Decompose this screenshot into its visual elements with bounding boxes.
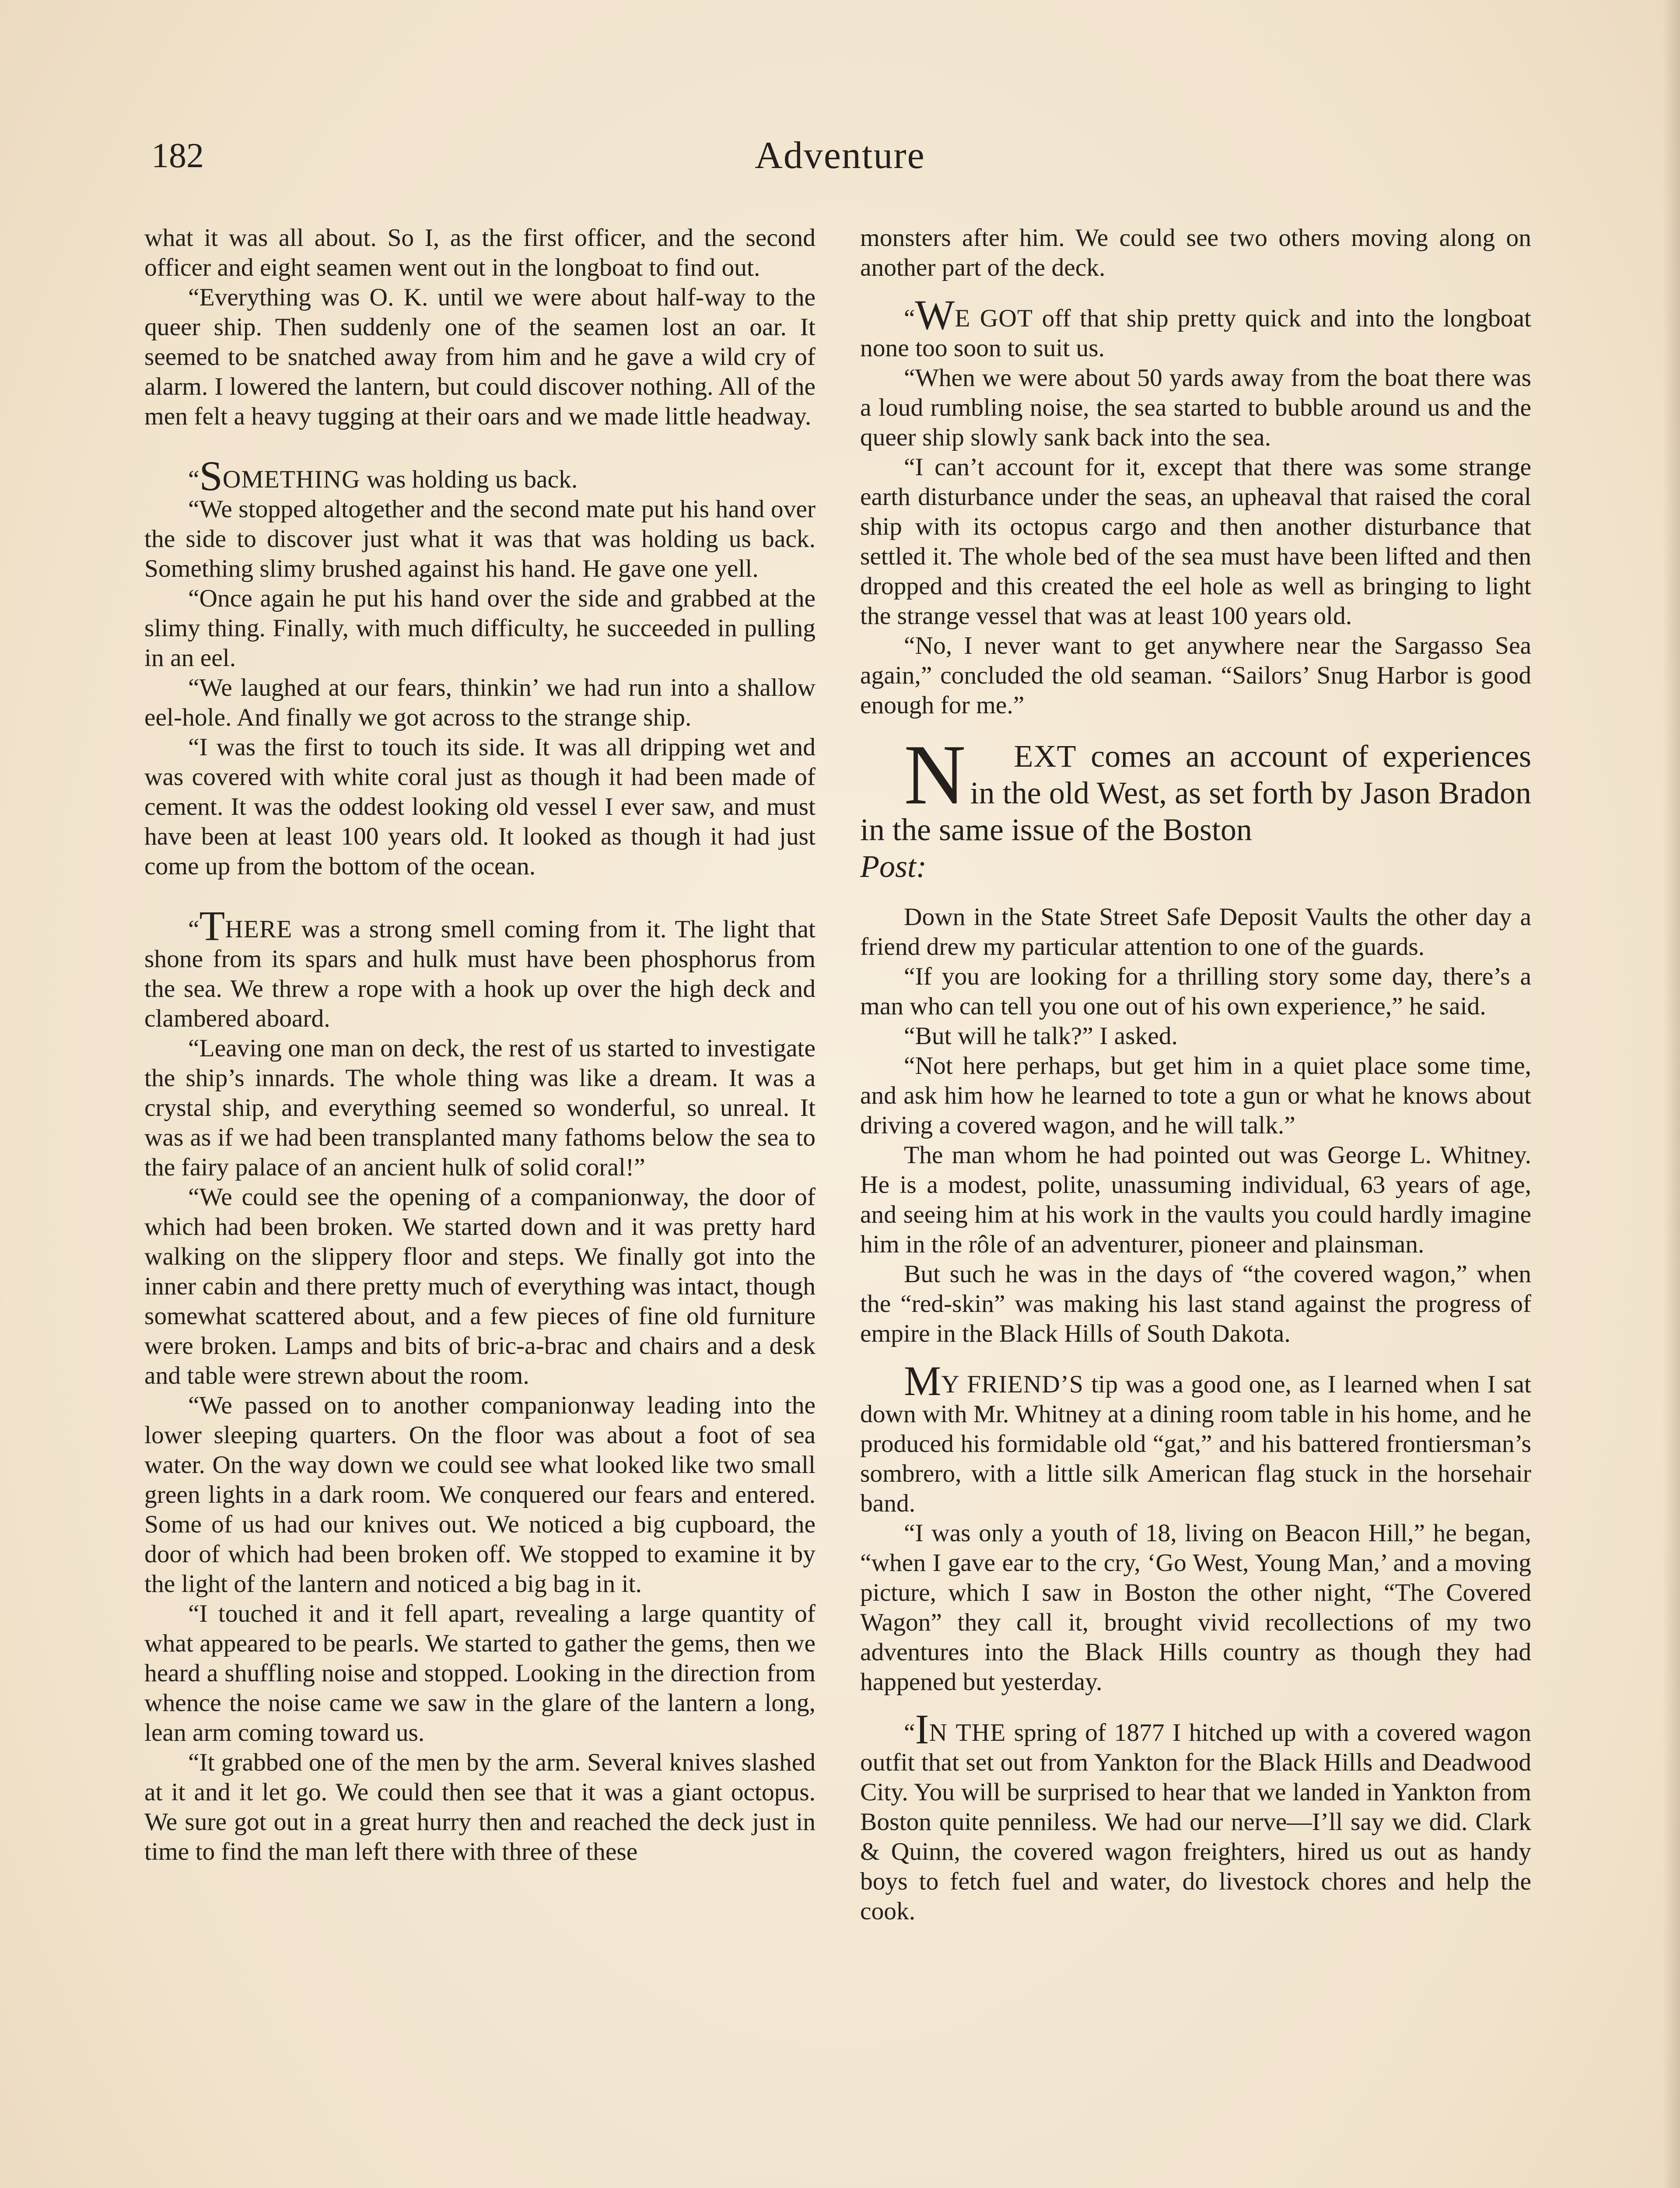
small-caps-lead: N THE bbox=[929, 1719, 1006, 1746]
page-edge-shadow bbox=[1662, 0, 1680, 2188]
paragraph: monsters after him. We could see two others moving along on another part of the deck. bbox=[860, 224, 1531, 281]
paragraph: “We could see the opening of a companionway, the door of which had been broken. We started down and it was pretty hard walking on the slippery floor and steps. We finally got into the inner cabin and there pretty much of everything was intact, though somewhat scattered about, and a few pieces of fine old furniture were broken. Lamps and bits of bric-a-brac and chairs and a desk and table were strewn about the room. bbox=[144, 1183, 816, 1389]
drop-cap: W bbox=[915, 291, 955, 338]
paragraph: “When we were about 50 yards away from the boat there was a loud rumbling noise, the sea started to bubble around us and the queer ship slowly sank back into the sea. bbox=[860, 364, 1531, 451]
paragraph: “But will he talk?” I asked. bbox=[904, 1022, 1178, 1050]
paragraph: The man whom he had pointed out was George L. Whitney. He is a modest, polite, unassuming individual, 63 years of age, and seeing him at his work in the vaults you could hardly imagine him in the rôle of an adventurer, pioneer and plainsman. bbox=[860, 1141, 1531, 1258]
small-caps-lead: EXT bbox=[1014, 739, 1077, 774]
opening-quote: “ bbox=[904, 305, 915, 332]
paragraph: “Everything was O. K. until we were about half-way to the queer ship. Then suddenly one of the seamen lost an oar. It seemed to be snatched away from him and he gave a wild cry of alarm. I lowered the lantern, but could discover nothing. All of the men felt a heavy tugging at their oars and we made little headway. bbox=[144, 284, 816, 430]
drop-cap: N bbox=[904, 727, 966, 822]
paragraph: “I was the first to touch its side. It was all dripping wet and was covered with white coral just as though it had been made of cement. It was the oddest looking old vessel I ever saw, and must have been at least 100 years old. It looked as though it had just come up from the bottom of the ocean. bbox=[144, 733, 816, 880]
right-column bbox=[860, 223, 1531, 2188]
small-caps-lead: HERE bbox=[225, 915, 293, 943]
paragraph: “Leaving one man on deck, the rest of us started to investigate the ship’s innards. The whole thing was like a dream. It was a crystal ship, and everything seemed so wonderful, so unreal. It was as if we had been transplanted many fathoms below the sea to the fairy palace of an ancient hulk of solid coral!” bbox=[144, 1034, 816, 1181]
paragraph: “We stopped altogether and the second mate put his hand over the side to discover just what it was that was holding us back. Something slimy brushed against his hand. He gave one yell. bbox=[144, 495, 816, 582]
section-break bbox=[144, 431, 816, 461]
drop-cap: S bbox=[199, 452, 223, 499]
opening-quote: “ bbox=[188, 915, 200, 943]
section-break bbox=[860, 1349, 1531, 1366]
drop-cap: M bbox=[904, 1357, 942, 1404]
section-opening bbox=[860, 1357, 1531, 1518]
opening-quote: “ bbox=[188, 466, 200, 493]
opening-quote: “ bbox=[904, 1719, 915, 1746]
paragraph: “Not here perhaps, but get him in a quiet place some time, and ask him how he learned to tote a gun or what he knows about driving a covered wagon, and he will talk.” bbox=[860, 1052, 1531, 1139]
section-break bbox=[860, 885, 1531, 902]
paragraph: “We laughed at our fears, thinkin’ we had run into a shallow eel-hole. And finally we got across to the strange ship. bbox=[144, 674, 816, 731]
section-text: was a strong smell coming from it. The light that shone from its spars and hulk must have been phosphorus from the sea. We threw a rope with a hook up over the high deck and clambered aboard. bbox=[144, 915, 816, 1032]
page-number: 182 bbox=[151, 137, 204, 175]
left-column bbox=[144, 223, 816, 2188]
drop-cap: I bbox=[915, 1706, 929, 1753]
section-opening bbox=[144, 452, 816, 499]
paragraph: “I was only a youth of 18, living on Beacon Hill,” he began, “when I gave ear to the cry, ‘Go West, Young Man,’ and a moving picture, which I saw in Boston the other night, “The Covered Wagon” they call it, brought vivid recollections of my two adventures into the Black Hills country as though they had happened but yesterday. bbox=[860, 1519, 1531, 1696]
section-text: off that ship pretty quick and into the longboat none too soon to suit us. bbox=[860, 305, 1531, 362]
paragraph: “I touched it and it fell apart, revealing a large quantity of what appeared to be pearls. We started to gather the gems, then we heard a shuffling noise and stopped. Looking in the direction from whence the noise came we saw in the glare of the lantern a long, lean arm coming toward us. bbox=[144, 1600, 816, 1746]
small-caps-lead: Y FRIEND’S bbox=[941, 1371, 1084, 1398]
paragraph: “No, I never want to get anywhere near the Sargasso Sea again,” concluded the old seaman. “Sailors’ Snug Harbor is good enough for me.” bbox=[860, 632, 1531, 719]
intro-source: Post: bbox=[860, 849, 927, 884]
intro-text: comes an account of experiences in the old West, as set forth by Jason Bradon in the same issue of the Boston bbox=[860, 739, 1531, 847]
small-caps-lead: OMETHING bbox=[222, 466, 360, 493]
paragraph: Down in the State Street Safe Deposit Vaults the other day a friend drew my particular attention to one of the guards. bbox=[860, 903, 1531, 961]
section-text: spring of 1877 I hitched up with a covered wagon outfit that set out from Yankton for the Black Hills and Deadwood City. You will be surprised to hear that we landed in Yankton from Boston quite penniless. We had our nerve—I’ll say we did. Clark & Quinn, the covered wagon freighters, hired us out as handy boys to fetch fuel and water, do livestock chores and help the cook. bbox=[860, 1719, 1531, 1925]
editor-intro bbox=[860, 727, 1531, 885]
paragraph: “It grabbed one of the men by the arm. Several knives slashed at it and it let go. We could then see that it was a giant octopus. We sure got out in a great hurry then and reached the deck just in time to find the man left there with three of these bbox=[144, 1749, 816, 1865]
page-header bbox=[144, 130, 1536, 182]
section-break bbox=[144, 881, 816, 911]
section-text: was holding us back. bbox=[360, 466, 578, 493]
section-opening bbox=[144, 902, 816, 1034]
drop-cap: T bbox=[199, 902, 225, 949]
section-opening bbox=[860, 291, 1531, 363]
paragraph: “If you are looking for a thrilling story some day, there’s a man who can tell you one out of his own experience,” he said. bbox=[860, 963, 1531, 1020]
section-opening bbox=[860, 1706, 1531, 1926]
section-break bbox=[860, 283, 1531, 300]
paragraph: “We passed on to another companionway leading into the lower sleeping quarters. On the floor was about a foot of sea water. On the way down we could see what looked like two small green lights in a dark room. We conquered our fears and entered. Some of us had our knives out. We noticed a big cupboard, the door of which had been broken off. We stopped to examine it by the light of the lantern and noticed a big bag in it. bbox=[144, 1392, 816, 1598]
small-caps-lead: E GOT bbox=[955, 305, 1033, 332]
paragraph: “Once again he put his hand over the side and grabbed at the slimy thing. Finally, with much difficulty, he succeeded in pulling in an eel. bbox=[144, 585, 816, 672]
paragraph: But such he was in the days of “the covered wagon,” when the “red-skin” was making his last stand against the progress of empire in the Black Hills of South Dakota. bbox=[860, 1260, 1531, 1347]
section-text: tip was a good one, as I learned when I sat down with Mr. Whitney at a dining room table in his home, and he produced his formidable old “gat,” and his battered frontiersman’s sombrero, with a little silk American flag stuck in the horsehair band. bbox=[860, 1371, 1531, 1517]
section-break bbox=[860, 1697, 1531, 1715]
running-title: Adventure bbox=[755, 134, 925, 177]
paragraph: “I can’t account for it, except that there was some strange earth disturbance under the seas, an upheaval that raised the coral ship with its octopus cargo and then another disturbance that settled it. The whole bed of the sea must have been lifted and then dropped and this created the eel hole as well as bringing to light the strange vessel that was at least 100 years old. bbox=[860, 453, 1531, 630]
paragraph: what it was all about. So I, as the first officer, and the second officer and eight seamen went out in the longboat to find out. bbox=[144, 224, 816, 281]
